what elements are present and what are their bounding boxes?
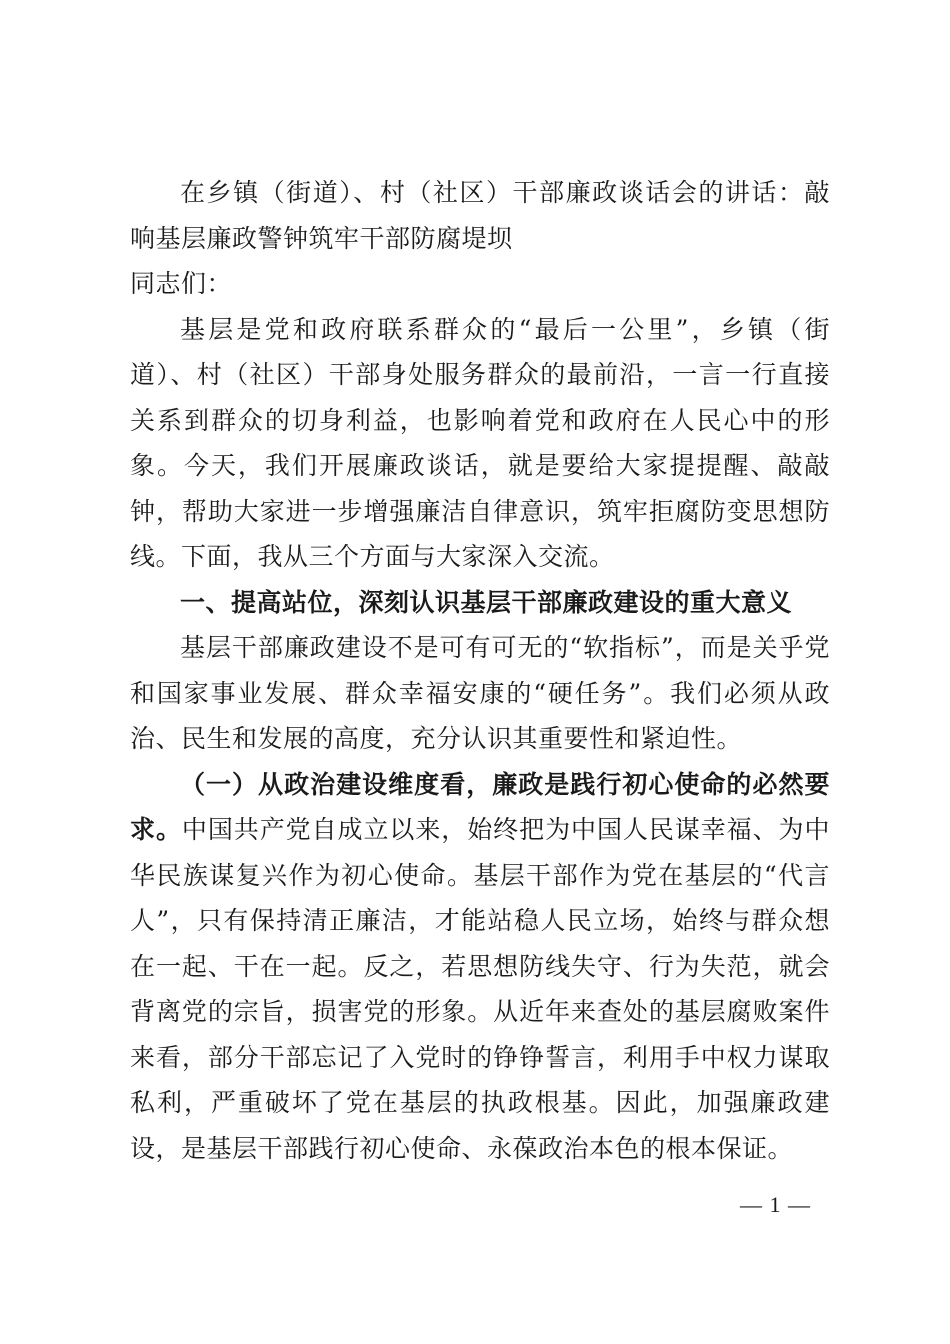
- document-body: [130, 170, 830, 1171]
- section-heading: 一、提高站位，深刻认识基层干部廉政建设的重大意义: [180, 587, 793, 617]
- salutation: 同志们：: [130, 269, 233, 298]
- subsection-body: 中国共产党自成立以来，始终把为中国人民谋幸福、为中华民族谋复兴作为初心使命。基层干部作为党在基层的“代言人”，只有保持清正廉洁，才能站稳人民立场，始终与群众想在一起、干在一起。反之，若思想防线失守、行为失范，就会背离党的宗旨，损害党的形象。从近年来查处的基层腐败案件来看，部分干部忘记了入党时的铮铮誓言，利用手中权力谋取私利，严重破坏了党在基层的执政根基。因此，加强廉政建设，是基层干部践行初心使命、永葆政治本色的根本保证。: [130, 815, 830, 1163]
- document-title: 在乡镇（街道）、村（社区）干部廉政谈话会的讲话：敲响基层廉政警钟筑牢干部防腐堤坝: [130, 178, 830, 253]
- subsection-paragraph: [130, 762, 830, 1172]
- section-paragraph: 基层干部廉政建设不是可有可无的“软指标”，而是关乎党和国家事业发展、群众幸福安康的“硬任务”。我们必须从政治、民生和发展的高度，充分认识其重要性和紧迫性。: [130, 633, 830, 753]
- subsection-heading: （一）从政治建设维度看，廉政是践行初心使命的必然要求。: [130, 769, 830, 844]
- intro-paragraph: 基层是党和政府联系群众的“最后一公里”，乡镇（街道）、村（社区）干部身处服务群众的最前沿，一言一行直接关系到群众的切身利益，也影响着党和政府在人民心中的形象。今天，我们开展廉政谈话，就是要给大家提提醒、敲敲钟，帮助大家进一步增强廉洁自律意识，筑牢拒腐防变思想防线。下面，我从三个方面与大家深入交流。: [130, 314, 830, 571]
- page-number: — 1 —: [740, 1192, 811, 1217]
